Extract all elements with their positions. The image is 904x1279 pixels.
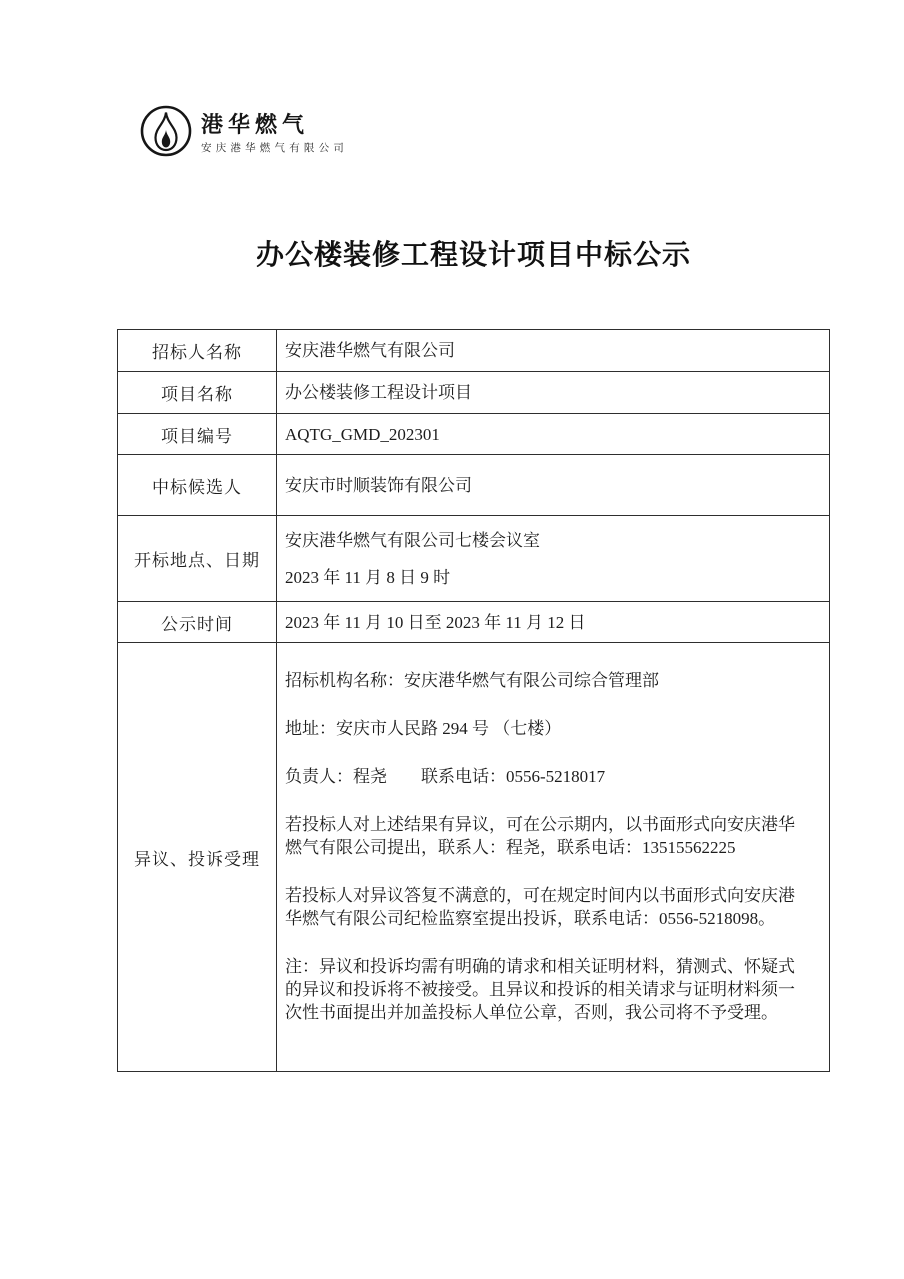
value-line: 2023 年 11 月 8 日 9 时: [285, 567, 451, 587]
row-label: 项目名称: [118, 372, 277, 413]
bid-announcement-table: [117, 329, 830, 1072]
table-row-project-name: [118, 372, 829, 414]
value-line: 安庆港华燃气有限公司七楼会议室: [285, 530, 540, 550]
value-line-agency-name: 招标机构名称：安庆港华燃气有限公司综合管理部: [285, 671, 659, 690]
table-row-publicity-period: [118, 602, 829, 643]
company-logo: [139, 103, 348, 164]
page-title: 办公楼装修工程设计项目中标公示: [255, 240, 691, 271]
value-line-complaint-procedure: 若投标人对异议答复不满意的，可在规定时间内以书面形式向安庆港华燃气有限公司纪检监察室提出投诉，联系电话：0556-5218098。: [285, 886, 795, 928]
value-line: AQTG_GMD_202301: [285, 424, 440, 444]
row-label: 项目编号: [118, 414, 277, 454]
row-label: 招标人名称: [118, 330, 277, 371]
logo-company-name: 安庆港华燃气有限公司: [201, 141, 348, 154]
row-value: [277, 372, 829, 413]
value-line-contact: 负责人：程尧 联系电话：0556-5218017: [285, 767, 606, 786]
table-row-winning-candidate: [118, 455, 829, 516]
logo-text: [201, 114, 348, 154]
row-value: [277, 516, 829, 601]
row-value: [277, 414, 829, 454]
row-label: 异议、投诉受理: [118, 643, 277, 1071]
table-row-project-number: [118, 414, 829, 455]
value-line-address: 地址：安庆市人民路 294 号 （七楼）: [285, 719, 562, 738]
value-line: 办公楼装修工程设计项目: [285, 383, 472, 402]
table-row-bid-opening-place-date: [118, 516, 829, 602]
logo-brand-name: 港华燃气: [201, 112, 310, 138]
table-row-tenderer-name: [118, 330, 829, 372]
row-label: 中标候选人: [118, 455, 277, 515]
row-value: [277, 455, 829, 515]
table-row-objection-complaint: [118, 643, 829, 1071]
row-value: [277, 602, 829, 642]
value-line: 安庆市时顺装饰有限公司: [285, 475, 472, 495]
row-value: [277, 643, 829, 1071]
value-line: 2023 年 11 月 10 日至 2023 年 11 月 12 日: [285, 612, 586, 632]
value-line: 安庆港华燃气有限公司: [285, 341, 455, 360]
flame-in-circle-icon: [139, 103, 193, 164]
row-label: 开标地点、日期: [118, 516, 277, 601]
row-label: 公示时间: [118, 602, 277, 642]
value-line-objection-procedure: 若投标人对上述结果有异议，可在公示期内，以书面形式向安庆港华燃气有限公司提出，联系人：程尧，联系电话：13515562225: [285, 815, 795, 857]
row-value: [277, 330, 829, 371]
value-line-note: 注：异议和投诉均需有明确的请求和相关证明材料，猜测式、怀疑式的异议和投诉将不被接受。且异议和投诉的相关请求与证明材料须一次性书面提出并加盖投标人单位公章，否则，我公司将不予受理。: [285, 957, 795, 1022]
